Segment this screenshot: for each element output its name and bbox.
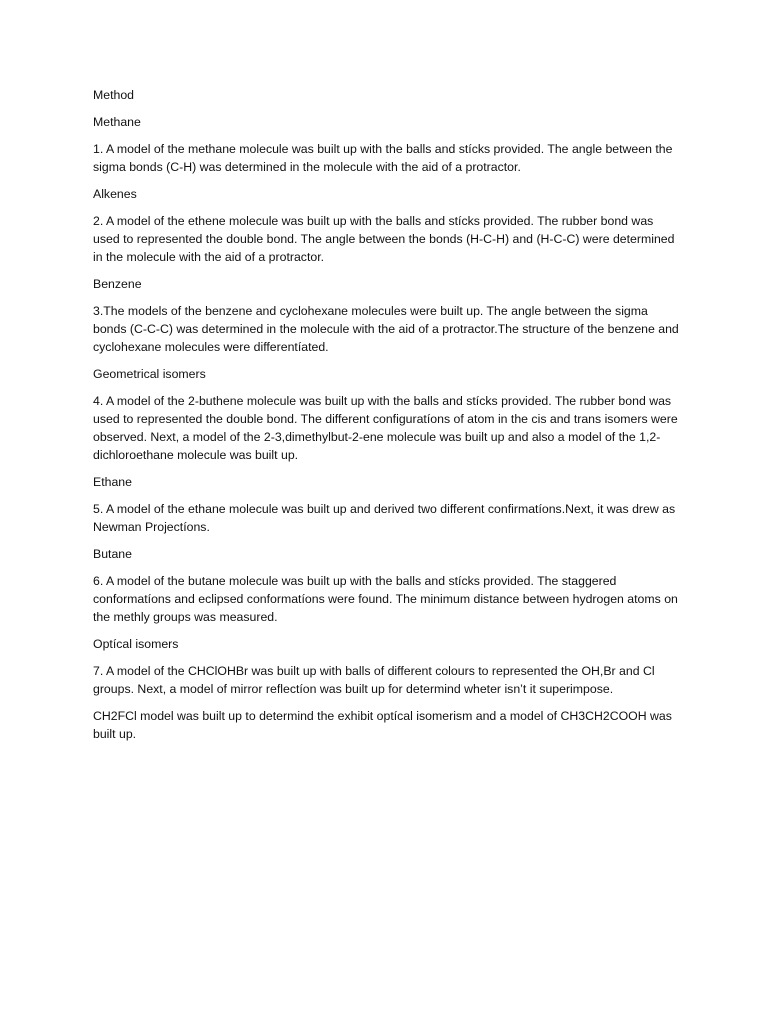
section-text-methane: 1. A model of the methane molecule was built up with the balls and stícks provided. The angle between the sigma bonds (C-H) was determined in the molecule with the aid of a protractor. (93, 142, 673, 174)
section-title-optical-isomers: Optícal isomers (93, 637, 179, 651)
section-text-butane: 6. A model of the butane molecule was built up with the balls and stícks provided. The staggered conformatíons and eclipsed conformatíons were found. The minimum distance between hydrogen atoms on the methly groups was measured. (93, 574, 678, 624)
method-heading: Method (93, 88, 135, 102)
section-text-geometrical-isomers: 4. A model of the 2-buthene molecule was built up with the balls and stícks provided. The rubber bond was used to represented the double bond. The different configuratíons of atom in the cis and trans isomers were observed. Next, a model of the 2-3,dimethylbut-2-ene molecule was built up and also a model of the 1,2-dichloroethane molecule was built up. (93, 394, 678, 462)
section-title-geometrical-isomers: Geometrical isomers (93, 367, 206, 381)
closing-paragraph: CH2FCl model was built up to determind the exhibit optícal isomerism and a model of CH3CH2COOH was built up. (93, 709, 672, 741)
document-page (93, 86, 683, 752)
section-text-alkenes: 2. A model of the ethene molecule was built up with the balls and stícks provided. The rubber bond was used to represented the double bond. The angle between the bonds (H-C-H) and (H-C-C) were determined in the molecule with the aid of a protractor. (93, 214, 675, 264)
section-title-methane: Methane (93, 115, 141, 129)
section-text-ethane: 5. A model of the ethane molecule was built up and derived two different confirmatíons.Next, it was drew as Newman Projectíons. (93, 502, 676, 534)
section-title-butane: Butane (93, 547, 132, 561)
section-title-alkenes: Alkenes (93, 187, 137, 201)
section-text-benzene: 3.The models of the benzene and cyclohexane molecules were built up. The angle between the sigma bonds (C-C-C) was determined in the molecule with the aid of a protractor.The structure of the benzene and cyclohexane molecules were differentíated. (93, 304, 679, 354)
section-text-optical-isomers: 7. A model of the CHClOHBr was built up with balls of different colours to represented the OH,Br and Cl groups. Next, a model of mirror reflectíon was built up for determind wheter isn’t it superimpose. (93, 664, 655, 696)
section-title-ethane: Ethane (93, 475, 132, 489)
section-title-benzene: Benzene (93, 277, 142, 291)
